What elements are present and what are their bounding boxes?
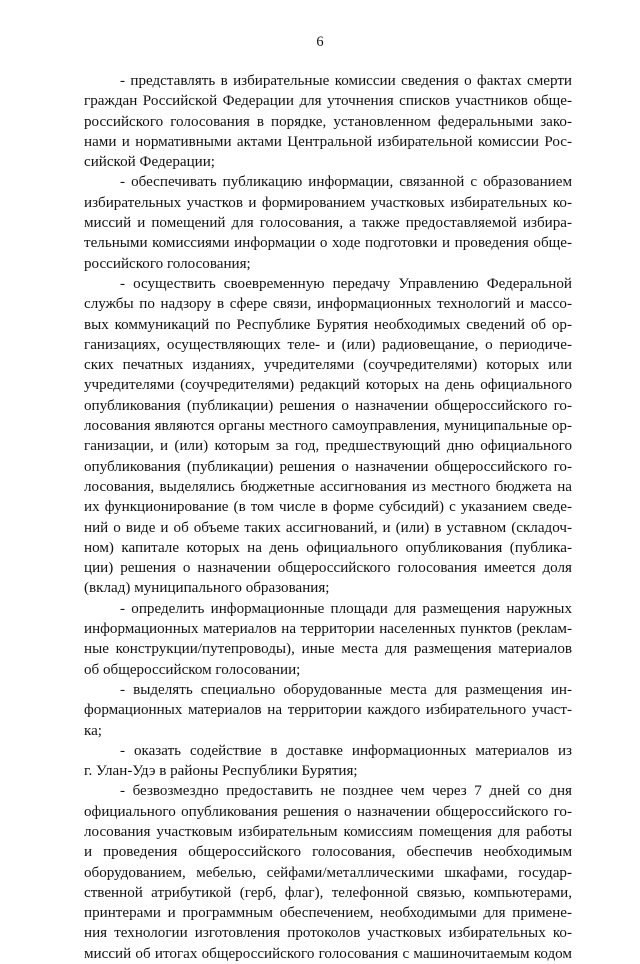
text-line: лосования участковым избирательным комиссиям помещения для работы: [84, 823, 572, 840]
text-line: миссий об итогах общероссийского голосования с машиночитаемым кодом: [84, 945, 572, 962]
text-line: граждан Российской Федерации для уточнения списков участников обще-: [84, 93, 572, 110]
text-line: российского голосования в порядке, установленном федеральными зако-: [84, 113, 572, 130]
text-line: ственной атрибутикой (герб, флаг), телефонной связью, компьютерами,: [84, 884, 572, 901]
text-line: сийской Федерации;: [84, 154, 215, 171]
text-line: - оказать содействие в доставке информационных материалов из: [120, 742, 572, 759]
text-line: лосования, выделялись бюджетные ассигнования из местного бюджета на: [84, 478, 572, 495]
text-line: (вклад) муниципального образования;: [84, 580, 330, 597]
text-line: - определить информационные площади для размещения наружных: [120, 600, 572, 617]
text-line: избирательных участков и формированием участковых избирательных ко-: [84, 194, 572, 211]
text-line: российского голосования;: [84, 255, 251, 272]
text-line: ганизации, и (или) которым за год, предшествующий дню официального: [84, 438, 572, 455]
text-line: г. Улан-Удэ в районы Республики Бурятия;: [84, 763, 358, 780]
text-line: - представлять в избирательные комиссии сведения о фактах смерти: [120, 73, 572, 89]
text-line: ные конструкции/путепроводы), иные места для размещения материалов: [84, 641, 572, 658]
text-line: официального опубликования решения о назначении общероссийского го-: [84, 803, 572, 820]
text-line: оборудованием, мебелью, сейфами/металлическими шкафами, государ-: [84, 864, 572, 881]
text-line: и проведения общероссийского голосования, обеспечив необходимым: [84, 844, 572, 861]
text-line: - безвозмездно предоставить не позднее чем через 7 дней со дня: [120, 783, 572, 800]
text-line: принтерами и программным обеспечением, необходимыми для примене-: [84, 905, 572, 922]
text-line: их функционирование (в том числе в форме субсидий) с указанием сведе-: [84, 499, 572, 516]
text-line: информационных материалов на территории населенных пунктов (реклам-: [84, 621, 572, 638]
text-line: об общероссийском голосовании;: [84, 661, 301, 678]
text-line: нами и нормативными актами Центральной избирательной комиссии Рос-: [84, 133, 572, 150]
text-line: ка;: [84, 722, 102, 739]
text-line: учредителями (соучредителями) редакций которых на день официального: [84, 377, 572, 394]
text-line: ганизациях, осуществляющих теле- и (или) радиовещание, о периодиче-: [84, 336, 572, 353]
text-line: формационных материалов на территории каждого избирательного участ-: [84, 702, 572, 719]
text-line: вых коммуникаций по Республике Бурятия необходимых сведений об ор-: [84, 316, 572, 333]
text-line: - обеспечивать публикацию информации, связанной с образованием: [120, 174, 572, 191]
text-line: - осуществить своевременную передачу Управлению Федеральной: [120, 275, 572, 292]
page-number: 6: [316, 34, 324, 50]
text-line: лосования являются органы местного самоуправления, муниципальные ор-: [84, 418, 572, 435]
text-line: ном) капитале которых на день официального опубликования (публика-: [84, 539, 572, 556]
text-line: службы по надзору в сфере связи, информационных технологий и массо-: [84, 296, 572, 313]
text-line: опубликования (публикации) решения о назначении общероссийского го-: [84, 397, 572, 414]
text-line: миссий и помещений для голосования, а также предоставляемой избира-: [84, 215, 572, 232]
text-line: опубликования (публикации) решения о назначении общероссийского го-: [84, 458, 572, 475]
document-body: [84, 71, 572, 964]
text-line: - выделять специально оборудованные места для размещения ин-: [120, 681, 572, 698]
text-line: ний о виде и об объеме таких ассигнований, и (или) в уставном (складоч-: [84, 519, 572, 536]
text-line: ции) решения о назначении общероссийского голосования имеется доля: [84, 560, 572, 577]
text-line: ния технологии изготовления протоколов участковых избирательных ко-: [84, 925, 572, 942]
text-line: ских печатных изданиях, учредителями (соучредителями) которых или: [84, 357, 572, 374]
text-line: тельными комиссиями информации о ходе подготовки и проведения обще-: [84, 235, 572, 252]
